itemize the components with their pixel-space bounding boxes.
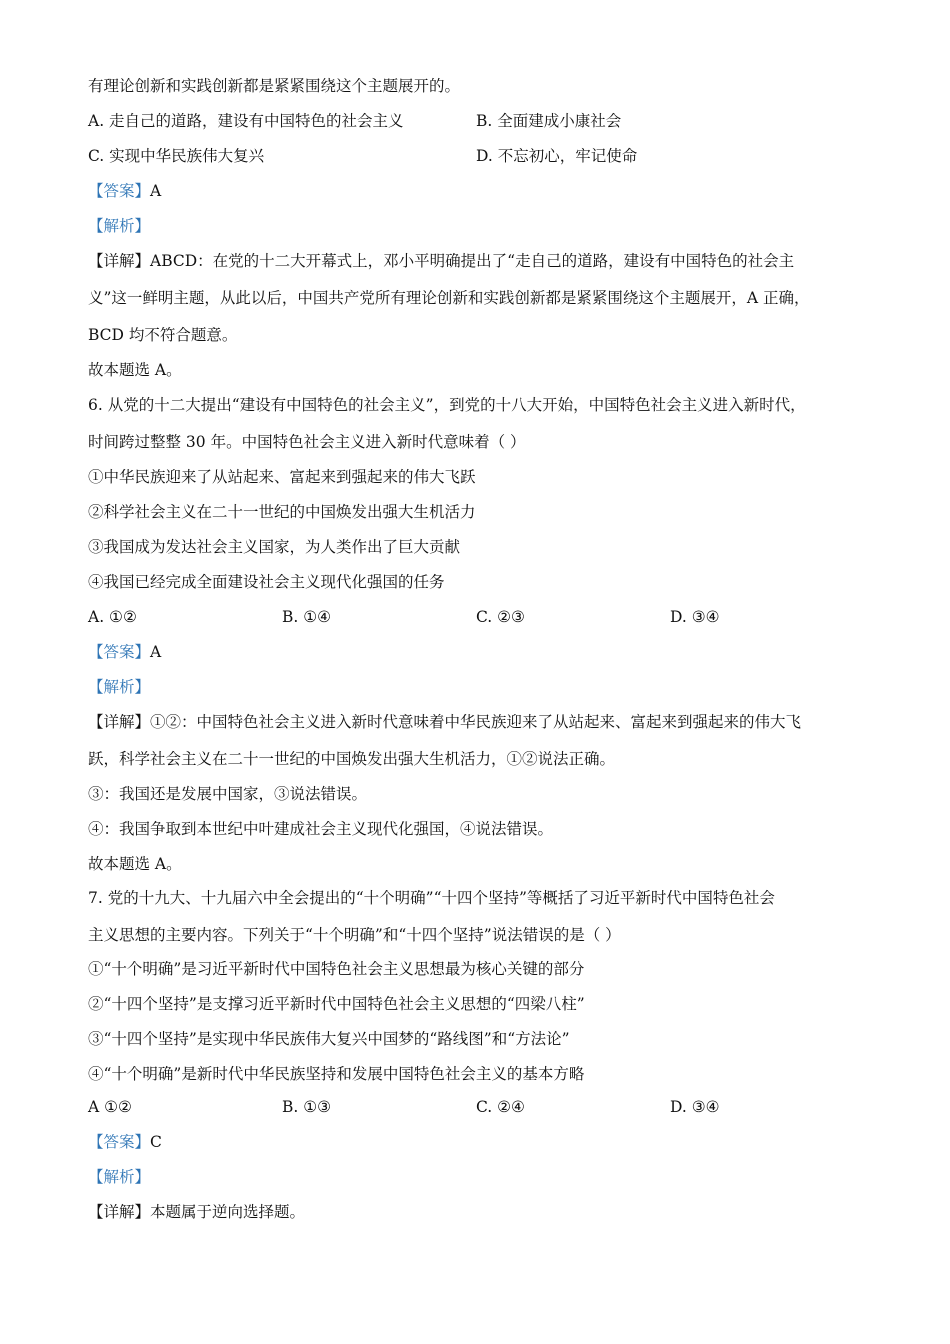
q6-analysis-tag: 【解析】: [88, 678, 151, 696]
answer-tag: 【答案】: [88, 643, 151, 661]
detail-tag: 【详解】: [88, 713, 151, 731]
q7-answer: C: [150, 1133, 162, 1151]
q7-item-1: ①“十个明确”是习近平新时代中国特色社会主义思想最为核心关键的部分: [88, 960, 585, 978]
q6-detail-line-3: ③：我国还是发展中国家，③说法错误。: [88, 785, 368, 803]
q5-detail-text-1: ABCD：在党的十二大开幕式上，邓小平明确提出了“走自己的道路，建设有中国特色的社会主: [150, 252, 795, 270]
q7-item-3: ③“十四个坚持”是实现中华民族伟大复兴中国梦的“路线图”和“方法论”: [88, 1030, 570, 1048]
q6-detail-line-4: ④：我国争取到本世纪中叶建成社会主义现代化强国，④说法错误。: [88, 820, 554, 838]
q6-conclusion: 故本题选 A。: [88, 855, 182, 873]
q6-item-1: ①中华民族迎来了从站起来、富起来到强起来的伟大飞跃: [88, 468, 476, 486]
q7-option-b: B. ①③: [282, 1098, 332, 1116]
detail-tag: 【详解】: [88, 252, 151, 270]
q7-stem-line-2: 主义思想的主要内容。下列关于“十个明确”和“十四个坚持”说法错误的是（ ）: [88, 926, 621, 944]
q7-item-2: ②“十四个坚持”是支撑习近平新时代中国特色社会主义思想的“四梁八柱”: [88, 995, 585, 1013]
q6-detail-line-2: 跃，科学社会主义在二十一世纪的中国焕发出强大生机活力，①②说法正确。: [88, 750, 616, 768]
q5-detail-line-2: 义”这一鲜明主题，从此以后，中国共产党所有理论创新和实践创新都是紧紧围绕这个主题展开，A 正确，: [88, 289, 810, 307]
q6-item-2: ②科学社会主义在二十一世纪的中国焕发出强大生机活力: [88, 503, 476, 521]
q6-answer: A: [150, 643, 162, 661]
q6-stem-line-1: 6. 从党的十二大提出“建设有中国特色的社会主义”，到党的十八大开始，中国特色社会主义进入新时代，: [88, 396, 806, 414]
q6-option-b: B. ①④: [282, 608, 332, 626]
q6-option-c: C. ②③: [476, 608, 525, 626]
q6-option-d: D. ③④: [670, 608, 720, 626]
q5-option-a: A. 走自己的道路，建设有中国特色的社会主义: [88, 112, 404, 130]
q7-detail-line-1: [88, 1202, 305, 1222]
q7-detail-text-1: 本题属于逆向选择题。: [150, 1203, 306, 1221]
q7-option-a: A ①②: [88, 1098, 132, 1116]
q5-conclusion: 故本题选 A。: [88, 361, 182, 379]
q6-detail-text-1: ①②：中国特色社会主义进入新时代意味着中华民族迎来了从站起来、富起来到强起来的伟大飞: [150, 713, 802, 731]
q5-detail-line-1: [88, 251, 794, 271]
q6-item-4: ④我国已经完成全面建设社会主义现代化强国的任务: [88, 573, 445, 591]
q7-answer-line: [88, 1132, 162, 1152]
q5-answer-line: [88, 181, 161, 201]
q7-item-4: ④“十个明确”是新时代中华民族坚持和发展中国特色社会主义的基本方略: [88, 1065, 585, 1083]
q5-option-b: B. 全面建成小康社会: [476, 112, 622, 130]
q6-option-a: A. ①②: [88, 608, 137, 626]
q6-detail-line-1: [88, 712, 801, 732]
q6-item-3: ③我国成为发达社会主义国家，为人类作出了巨大贡献: [88, 538, 461, 556]
answer-tag: 【答案】: [88, 1133, 151, 1151]
q6-answer-line: [88, 642, 161, 662]
q6-stem-line-2: 时间跨过整整 30 年。中国特色社会主义进入新时代意味着（ ）: [88, 433, 526, 451]
q5-answer: A: [150, 182, 162, 200]
q7-option-c: C. ②④: [476, 1098, 525, 1116]
q5-option-c: C. 实现中华民族伟大复兴: [88, 147, 265, 165]
q5-analysis-tag: 【解析】: [88, 217, 151, 235]
answer-tag: 【答案】: [88, 182, 151, 200]
q7-analysis-tag: 【解析】: [88, 1168, 151, 1186]
q7-stem-line-1: 7. 党的十九大、十九届六中全会提出的“十个明确”“十四个坚持”等概括了习近平新时代中国特色社会: [88, 889, 775, 907]
detail-tag: 【详解】: [88, 1203, 151, 1221]
q7-option-d: D. ③④: [670, 1098, 720, 1116]
q5-detail-line-3: BCD 均不符合题意。: [88, 326, 238, 344]
q5-option-d: D. 不忘初心，牢记使命: [476, 147, 638, 165]
q5-stem-continuation: 有理论创新和实践创新都是紧紧围绕这个主题展开的。: [88, 77, 461, 95]
